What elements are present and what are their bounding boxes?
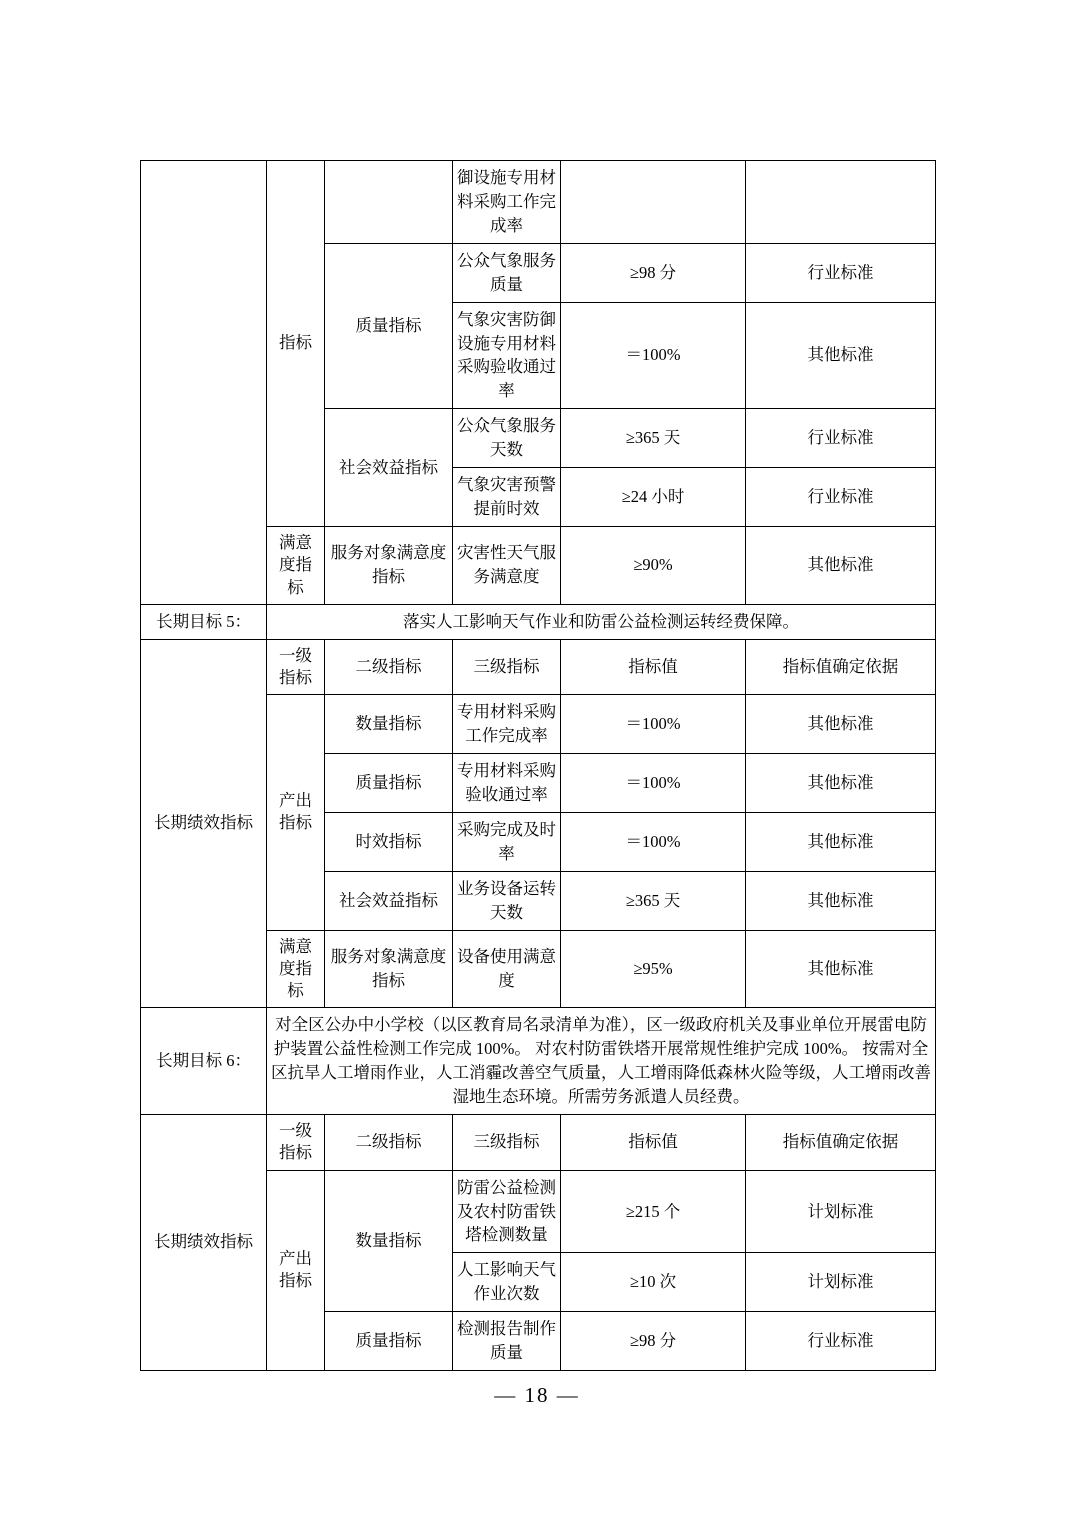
indicator-value-cell: ≥10 次 <box>561 1253 746 1312</box>
level2-indicator-cell: 质量指标 <box>325 754 453 813</box>
header-level3: 三级指标 <box>453 1115 561 1171</box>
level2-indicator-cell: 时效指标 <box>325 812 453 871</box>
long-term-performance-label: 长期绩效指标 <box>154 813 253 833</box>
table-header-row <box>141 1115 936 1171</box>
indicator-basis-cell: 行业标准 <box>746 243 936 302</box>
level3-indicator-cell: 设备使用满意度 <box>453 930 561 1008</box>
block-side-label <box>141 639 267 1008</box>
indicator-basis-cell: 其他标准 <box>746 754 936 813</box>
level2-indicator-cell: 社会效益指标 <box>325 409 453 527</box>
indicator-basis-cell: 计划标准 <box>746 1253 936 1312</box>
indicator-value-cell: ≥95% <box>561 930 746 1008</box>
level3-indicator-cell: 专用材料采购验收通过率 <box>453 754 561 813</box>
header-level3: 三级指标 <box>453 639 561 695</box>
indicator-basis-cell: 其他标准 <box>746 930 936 1008</box>
level1-indicator-label: 指标 <box>279 333 312 353</box>
level3-indicator-cell: 检测报告制作质量 <box>453 1312 561 1371</box>
indicator-value-cell <box>561 161 746 244</box>
indicator-value-cell: ≥98 分 <box>561 243 746 302</box>
level3-indicator-cell: 防雷公益检测及农村防雷铁塔检测数量 <box>453 1170 561 1253</box>
level2-indicator-cell: 社会效益指标 <box>325 871 453 930</box>
output-indicator-label: 产出指标 <box>279 1249 312 1291</box>
level2-indicator-cell <box>325 161 453 244</box>
indicator-basis-cell <box>746 161 936 244</box>
indicator-basis-cell: 行业标准 <box>746 468 936 527</box>
indicator-value-cell: ≥24 小时 <box>561 468 746 527</box>
level3-indicator-cell: 灾害性天气服务满意度 <box>453 526 561 604</box>
header-value: 指标值 <box>561 1115 746 1171</box>
satisfaction-indicator-label: 满意度指标 <box>279 936 312 1001</box>
level2-indicator-cell: 数量指标 <box>325 1170 453 1312</box>
indicator-value-cell: ≥98 分 <box>561 1312 746 1371</box>
header-level1-label: 一级指标 <box>279 1121 312 1163</box>
indicator-value-cell: ＝100% <box>561 302 746 409</box>
table-row <box>141 161 936 244</box>
indicator-value-cell: ＝100% <box>561 695 746 754</box>
indicator-basis-cell: 其他标准 <box>746 302 936 409</box>
level3-indicator-cell: 御设施专用材料采购工作完成率 <box>453 161 561 244</box>
level2-indicator-cell: 质量指标 <box>325 243 453 409</box>
indicator-basis-cell: 其他标准 <box>746 871 936 930</box>
block-side-label <box>141 1115 267 1371</box>
indicator-basis-cell: 其他标准 <box>746 526 936 604</box>
level1-indicator-cell <box>267 526 325 604</box>
level3-indicator-cell: 人工影响天气作业次数 <box>453 1253 561 1312</box>
goal-row <box>141 604 936 639</box>
goal-text: 落实人工影响天气作业和防雷公益检测运转经费保障。 <box>267 604 936 639</box>
level1-indicator-cell <box>267 930 325 1008</box>
level3-indicator-cell: 公众气象服务天数 <box>453 409 561 468</box>
level3-indicator-cell: 公众气象服务质量 <box>453 243 561 302</box>
header-level2: 二级指标 <box>325 1115 453 1171</box>
header-level1-label: 一级指标 <box>279 645 312 687</box>
indicator-basis-cell: 行业标准 <box>746 409 936 468</box>
indicator-value-cell: ≥90% <box>561 526 746 604</box>
indicator-basis-cell: 行业标准 <box>746 1312 936 1371</box>
goal-text: 对全区公办中小学校（以区教育局名录清单为准），区一级政府机关及事业单位开展雷电防护装置公益性检测工作完成 100%。 对农村防雷铁塔开展常规性维护完成 100%。 按需对全区抗旱人工增雨作业，人工消霾改善空气质量，人工增雨降低森林火险等级，人工增雨改善湿地生态环境。所需劳务派遣人员经费。 <box>267 1008 936 1115</box>
page-footer <box>0 1383 1074 1408</box>
level1-indicator-cell <box>267 695 325 930</box>
level2-indicator-cell: 质量指标 <box>325 1312 453 1371</box>
indicator-basis-cell: 其他标准 <box>746 695 936 754</box>
level1-indicator-cell <box>267 1170 325 1370</box>
indicator-value-cell: ≥365 天 <box>561 871 746 930</box>
performance-table-top <box>140 160 936 1371</box>
level3-indicator-cell: 采购完成及时率 <box>453 812 561 871</box>
table-header-row <box>141 639 936 695</box>
level2-indicator-cell: 服务对象满意度指标 <box>325 930 453 1008</box>
level1-indicator-cell <box>267 161 325 527</box>
level2-indicator-cell: 数量指标 <box>325 695 453 754</box>
header-level1 <box>267 639 325 695</box>
long-term-performance-label: 长期绩效指标 <box>154 1232 253 1252</box>
output-indicator-label: 产出指标 <box>279 791 312 833</box>
level3-indicator-cell: 气象灾害预警提前时效 <box>453 468 561 527</box>
header-basis: 指标值确定依据 <box>746 1115 936 1171</box>
indicator-value-cell: ≥365 天 <box>561 409 746 468</box>
header-value: 指标值 <box>561 639 746 695</box>
indicator-basis-cell: 计划标准 <box>746 1170 936 1253</box>
indicator-basis-cell: 其他标准 <box>746 812 936 871</box>
goal-row <box>141 1008 936 1115</box>
header-level1 <box>267 1115 325 1171</box>
goal-label: 长期目标 5： <box>141 604 267 639</box>
satisfaction-indicator-label: 满意度指标 <box>279 532 312 597</box>
goal-label: 长期目标 6： <box>141 1008 267 1115</box>
row-side-blank <box>141 161 267 605</box>
indicator-value-cell: ≥215 个 <box>561 1170 746 1253</box>
level2-indicator-cell: 服务对象满意度指标 <box>325 526 453 604</box>
level3-indicator-cell: 业务设备运转天数 <box>453 871 561 930</box>
header-basis: 指标值确定依据 <box>746 639 936 695</box>
page-number: — 18 — <box>494 1383 580 1407</box>
indicator-value-cell: ＝100% <box>561 754 746 813</box>
indicator-value-cell: ＝100% <box>561 812 746 871</box>
header-level2: 二级指标 <box>325 639 453 695</box>
level3-indicator-cell: 专用材料采购工作完成率 <box>453 695 561 754</box>
level3-indicator-cell: 气象灾害防御设施专用材料采购验收通过率 <box>453 302 561 409</box>
